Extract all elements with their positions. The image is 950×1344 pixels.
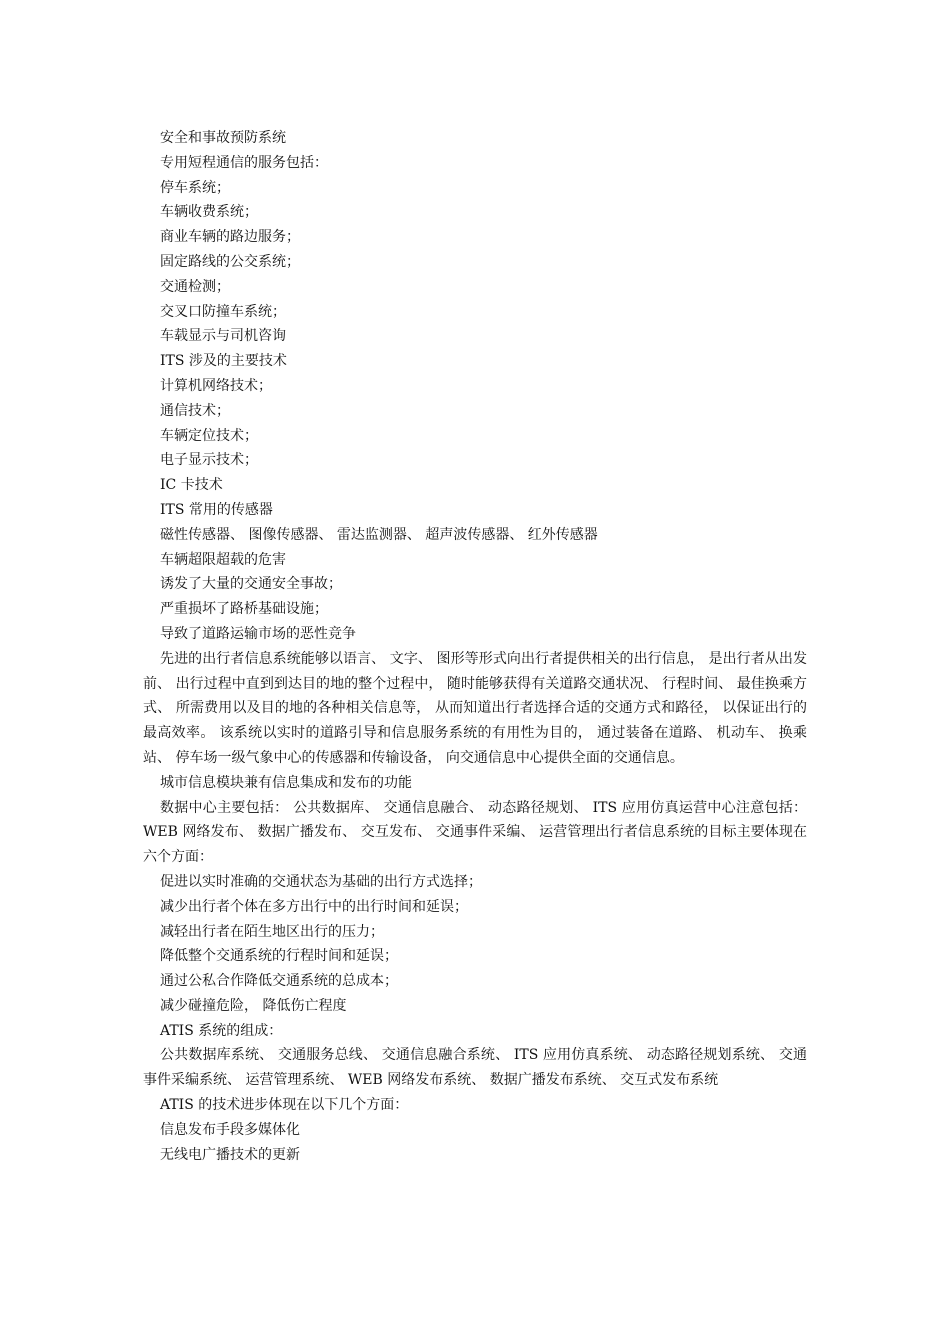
- line-commercial-roadside: 商业车辆的路边服务；: [160, 229, 300, 246]
- line-radio-broadcast: 无线电广播技术的更新: [160, 1146, 300, 1163]
- heading-atis-progress: ATIS 的技术进步体现在以下几个方面：: [160, 1097, 409, 1114]
- line-market-competition: 导致了道路运输市场的恶性竞争: [160, 625, 356, 642]
- paragraph-atis-description: 先进的出行者信息系统能够以语言、 文字、 图形等形式向出行者提供相关的出行信息， 是出行者从出发前、 出行过程中直到到达目的地的整个过程中， 随时能够获得有关道路交通状况、 行程时间、 最佳换乘方式、 所需费用以及目的地的各种相关信息等， 从而知道出行者选择合适的交通方式和路径， 以保证出行的最高效率。 该系统以实时的道路引导和信息服务系统的有用性为目的， 通过装备在道路、 机动车、 换乘站、 停车场一级气象中心的传感器和传输设备， 向交通信息中心提供全面的交通信息。: [143, 650, 807, 766]
- line-display-tech: 电子显示技术；: [160, 452, 258, 469]
- line-multimedia: 信息发布手段多媒体化: [160, 1121, 300, 1138]
- line-parking: 停车系统；: [160, 179, 230, 196]
- line-bridge-damage: 严重损坏了路桥基础设施；: [160, 601, 328, 618]
- line-city-info-module: 城市信息模块兼有信息集成和发布的功能: [160, 774, 412, 791]
- line-sensor-list: 磁性传感器、 图像传感器、 雷达监测器、 超声波传感器、 红外传感器: [160, 526, 598, 543]
- heading-atis-composition: ATIS 系统的组成：: [160, 1022, 283, 1039]
- line-goal-2: 减少出行者个体在多方出行中的出行时间和延误；: [160, 898, 468, 915]
- line-dsrc-services: 专用短程通信的服务包括：: [160, 154, 328, 171]
- line-goal-5: 通过公私合作降低交通系统的总成本；: [160, 973, 398, 990]
- line-safety-accidents: 诱发了大量的交通安全事故；: [160, 576, 342, 593]
- line-safety-system: 安全和事故预防系统: [160, 130, 286, 146]
- document-page: [143, 126, 807, 1167]
- heading-its-tech: ITS 涉及的主要技术: [160, 353, 287, 370]
- line-goal-3: 减轻出行者在陌生地区出行的压力；: [160, 923, 384, 940]
- heading-overload-harm: 车辆超限超载的危害: [160, 551, 286, 568]
- line-communication-tech: 通信技术；: [160, 402, 230, 419]
- heading-its-sensors: ITS 常用的传感器: [160, 501, 273, 518]
- line-network-tech: 计算机网络技术；: [160, 377, 272, 394]
- line-ic-card: IC 卡技术: [160, 477, 223, 494]
- line-goal-6: 减少碰撞危险， 降低伤亡程度: [160, 997, 347, 1014]
- paragraph-atis-components: 公共数据库系统、 交通服务总线、 交通信息融合系统、 ITS 应用仿真系统、 动态路径规划系统、 交通事件采编系统、 运营管理系统、 WEB 网络发布系统、 数据广播发布系统、 交互式发布系统: [143, 1047, 807, 1089]
- line-intersection-collision: 交叉口防撞车系统；: [160, 303, 286, 320]
- line-fixed-route-transit: 固定路线的公交系统；: [160, 253, 300, 270]
- line-goal-1: 促进以实时准确的交通状态为基础的出行方式选择；: [160, 873, 482, 890]
- paragraph-data-center: 数据中心主要包括： 公共数据库、 交通信息融合、 动态路径规划、 ITS 应用仿真运营中心注意包括： WEB 网络发布、 数据广播发布、 交互发布、 交通事件采编、 运营管理出行者信息系统的目标主要体现在六个方面：: [143, 799, 807, 866]
- line-positioning-tech: 车辆定位技术；: [160, 427, 258, 444]
- line-traffic-detection: 交通检测；: [160, 278, 230, 295]
- line-in-vehicle-display: 车载显示与司机咨询: [160, 328, 286, 345]
- line-goal-4: 降低整个交通系统的行程时间和延误；: [160, 948, 398, 965]
- line-toll: 车辆收费系统；: [160, 204, 258, 221]
